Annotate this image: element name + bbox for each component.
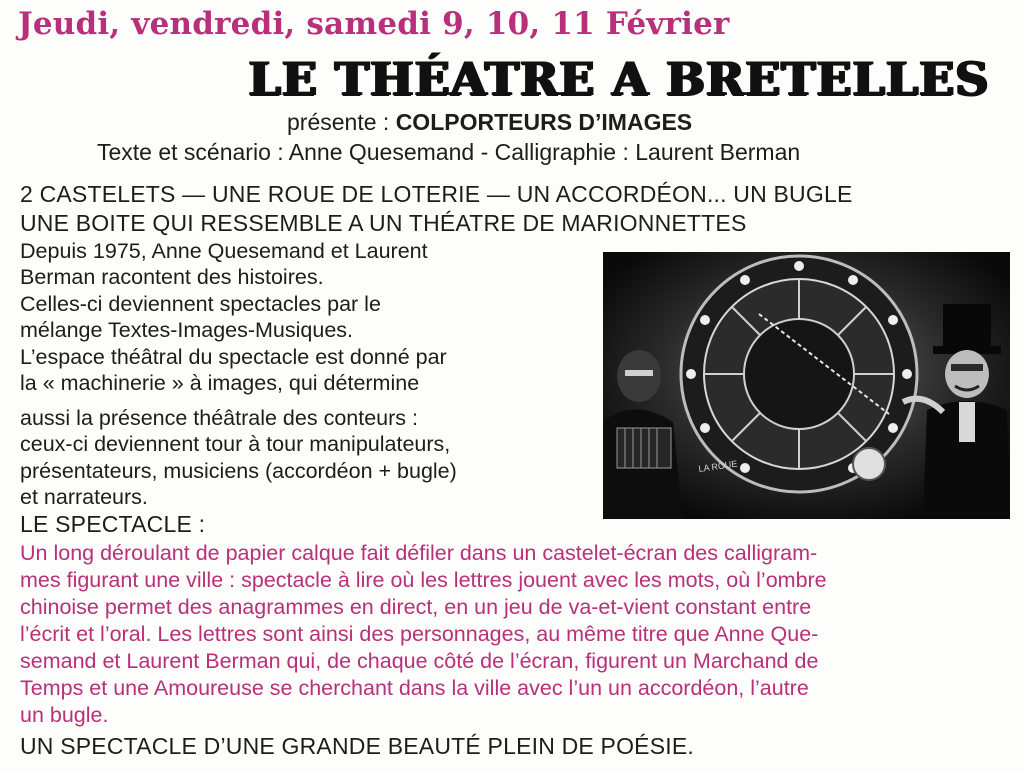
- intro-line: présentateurs, musiciens (accordéon + bugle): [20, 459, 457, 483]
- closing-line: UN SPECTACLE D’UNE GRANDE BEAUTÉ PLEIN DE POÉSIE.: [20, 733, 694, 759]
- intro-line: Depuis 1975, Anne Quesemand et Laurent: [20, 239, 428, 263]
- description-line: mes figurant une ville : spectacle à lire où les lettres jouent avec les mots, où l’ombre: [20, 568, 827, 592]
- presente-label: présente :: [287, 109, 390, 135]
- intro-line: aussi la présence théâtrale des conteurs :: [20, 406, 418, 430]
- intro-line: Celles-ci deviennent spectacles par le: [20, 292, 381, 316]
- intro-line: L’espace théâtral du spectacle est donné par: [20, 345, 447, 369]
- wheel-label: LA ROUE: [697, 458, 738, 474]
- presents-line: [287, 109, 692, 136]
- event-dates: Jeudi, vendredi, samedi 9, 10, 11 Février: [18, 6, 730, 42]
- intro-line: mélange Textes-Images-Musiques.: [20, 318, 354, 342]
- description-line: Temps et une Amoureuse se cherchant dans la ville avec l’un un accordéon, l’autre: [20, 676, 809, 700]
- theatre-title: LE THÉATRE A BRETELLES: [248, 52, 990, 106]
- section-heading: LE SPECTACLE :: [20, 511, 206, 537]
- props-line-1: 2 CASTELETS — UNE ROUE DE LOTERIE — UN ACCORDÉON... UN BUGLE: [20, 181, 853, 207]
- intro-line: ceux-ci deviennent tour à tour manipulateurs,: [20, 432, 451, 456]
- description-line: un bugle.: [20, 703, 109, 727]
- description-line: l’écrit et l’oral. Les lettres sont ainsi des personnages, au même titre que Anne Que-: [20, 622, 819, 646]
- show-name: COLPORTEURS D’IMAGES: [395, 109, 693, 135]
- lottery-wheel: [681, 256, 917, 492]
- credits-line: Texte et scénario : Anne Quesemand - Calligraphie : Laurent Berman: [97, 139, 801, 165]
- intro-line: la « machinerie » à images, qui détermine: [20, 371, 420, 395]
- props-line-2: UNE BOITE QUI RESSEMBLE A UN THÉATRE DE MARIONNETTES: [20, 210, 747, 236]
- description-line: chinoise permet des anagrammes en direct, en un jeu de va-et-vient constant entre: [20, 595, 812, 619]
- intro-line: et narrateurs.: [20, 485, 148, 509]
- performance-photo: [603, 252, 1010, 519]
- description-line: semand et Laurent Berman qui, de chaque côté de l’écran, figurent un Marchand de: [20, 649, 819, 673]
- intro-line: Berman racontent des histoires.: [20, 265, 324, 289]
- photo-illustration: [603, 252, 1010, 519]
- description-line: Un long déroulant de papier calque fait défiler dans un castelet-écran des calligram-: [20, 541, 818, 565]
